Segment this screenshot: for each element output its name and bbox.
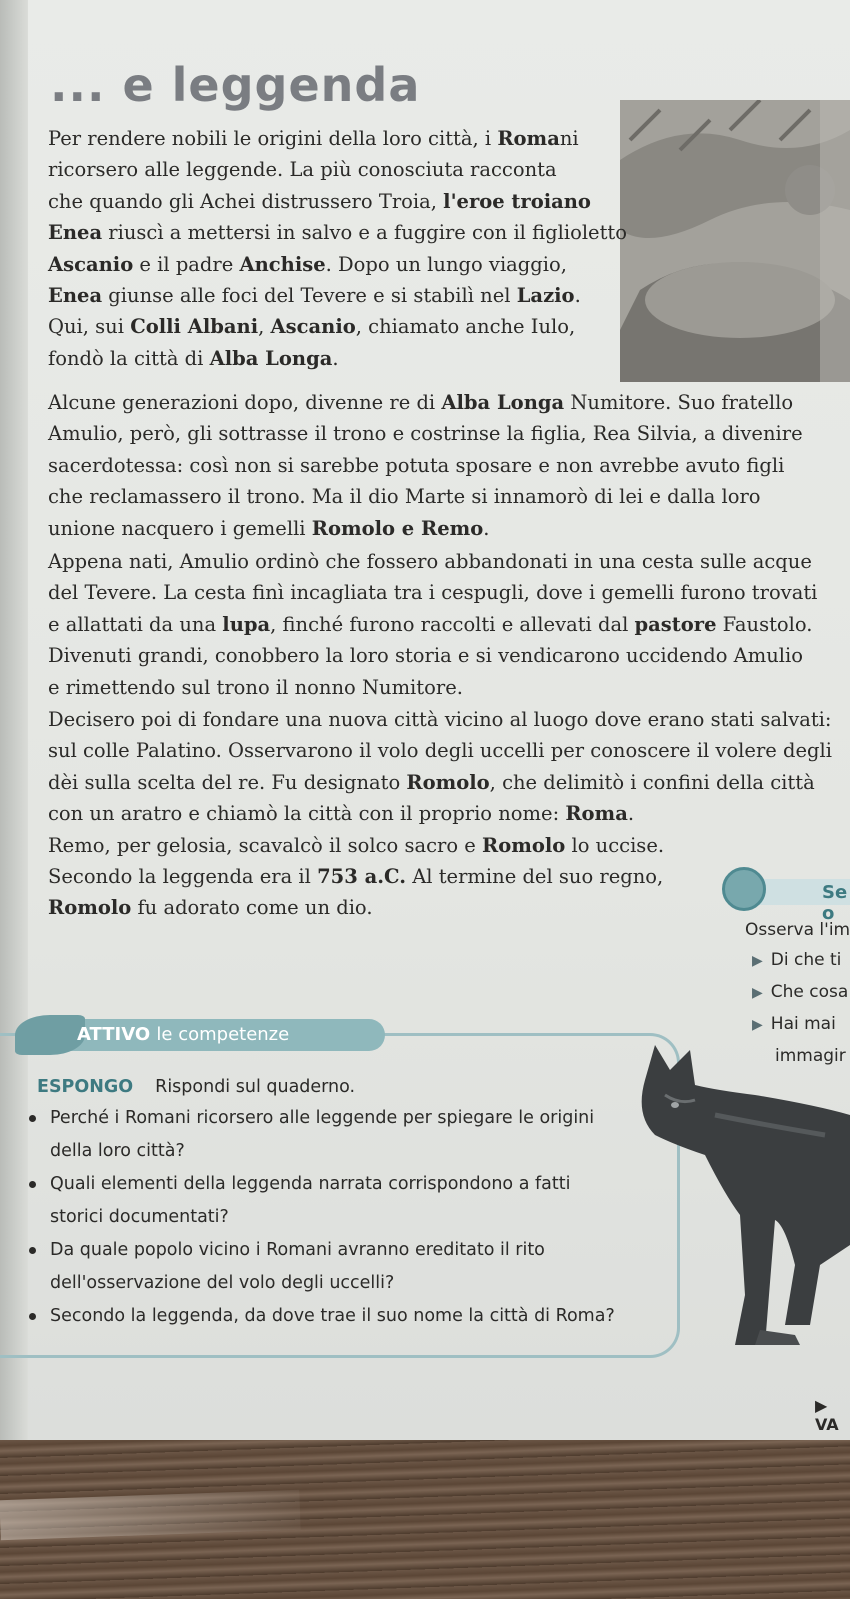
task-instruction: [37, 1077, 355, 1097]
sidebar-item: ▶ Di che ti: [752, 950, 842, 970]
triangle-bullet-icon: ▶: [752, 985, 763, 1001]
activity-banner: [15, 1015, 395, 1053]
paragraph-2: Alcune generazioni dopo, divenne re di Alba Longa Numitore. Suo fratello Amulio, però, gli sottrasse il trono e costrinse la figlia, Rea Silvia, a divenire sacerdotessa: così non si sarebbe potuta sposare e non avrebbe avuto figli che reclamassero il trono. Ma il dio Marte si innamorò di lei e dalla loro unione nacquero i gemelli Romolo e Remo.: [48, 391, 803, 540]
sidebar-item: ▶ Che cosa: [752, 982, 849, 1002]
sidebar-intro: Osserva l'im: [745, 920, 850, 940]
she-wolf-photo: [635, 1045, 850, 1345]
task-text: Rispondi sul quaderno.: [155, 1077, 356, 1097]
sidebar-title: Se o: [822, 882, 848, 924]
list-item: Quali elementi della leggenda narrata corrispondono a fatti storici documentati?: [35, 1168, 615, 1234]
paragraph-1: Per rendere nobili le origini della loro città, i Romani ricorsero alle leggende. La più conosciuta racconta che quando gli Achei distrussero Troia, l'eroe troiano Enea riuscì a mettersi in salvo e a fuggire con il figlioletto Ascanio e il padre Anchise. Dopo un lungo viaggio, Enea giunse alle foci del Tevere e si stabilì nel Lazio. Qui, sui Colli Albani, Ascanio, chiamato anche Iulo, fondò la città di Alba Longa.: [48, 127, 628, 370]
paragraph-4: Decisero poi di fondare una nuova città vicino al luogo dove erano stati salvati: sul colle Palatino. Osservarono il volo degli uccelli per conoscere il volere degli dèi sulla scelta del re. Fu designato Romolo, che delimitò i confini della città con un aratro e chiamò la città con il proprio nome: Roma. Remo, per gelosia, scavalcò il solco sacro e Romolo lo uccise. Secondo la leggenda era il 753 a.C. Al termine del suo regno, Romolo fu adorato come un dio.: [48, 708, 832, 920]
light-reflection: [0, 1490, 301, 1540]
sidebar-item-cont: immagir: [775, 1046, 846, 1066]
sidebar-item: ▶ Hai mai: [752, 1014, 836, 1034]
banner-label: ATTIVO le competenze: [77, 1024, 290, 1045]
triangle-bullet-icon: ▶: [752, 953, 763, 969]
question-list: [35, 1102, 615, 1333]
next-link[interactable]: ▶ VA: [815, 1396, 839, 1434]
page-title: ... e leggenda: [50, 58, 421, 112]
paragraph-3: Appena nati, Amulio ordinò che fossero abbandonati in una cesta sulle acque del Tevere. La cesta finì incagliata tra i cespugli, dove i gemelli furono trovati e allattati da una lupa, finché furono raccolti e allevati dal pastore Faustolo. Divenuti grandi, conobbero la loro storia e si vendicarono uccidendo Amulio e rimettendo sul trono il nonno Numitore.: [48, 550, 818, 699]
magnifier-icon: [722, 867, 766, 911]
wooden-table: [0, 1440, 850, 1599]
relief-photo: [620, 100, 850, 382]
list-item: Da quale popolo vicino i Romani avranno ereditato il rito dell'osservazione del volo degli uccelli?: [35, 1234, 615, 1300]
task-label: ESPONGO: [37, 1077, 134, 1097]
list-item: Perché i Romani ricorsero alle leggende per spiegare le origini della loro città?: [35, 1102, 615, 1168]
banner-swoosh-icon: [15, 1015, 85, 1055]
triangle-bullet-icon: ▶: [752, 1017, 763, 1033]
list-item: Secondo la leggenda, da dove trae il suo nome la città di Roma?: [35, 1300, 615, 1333]
